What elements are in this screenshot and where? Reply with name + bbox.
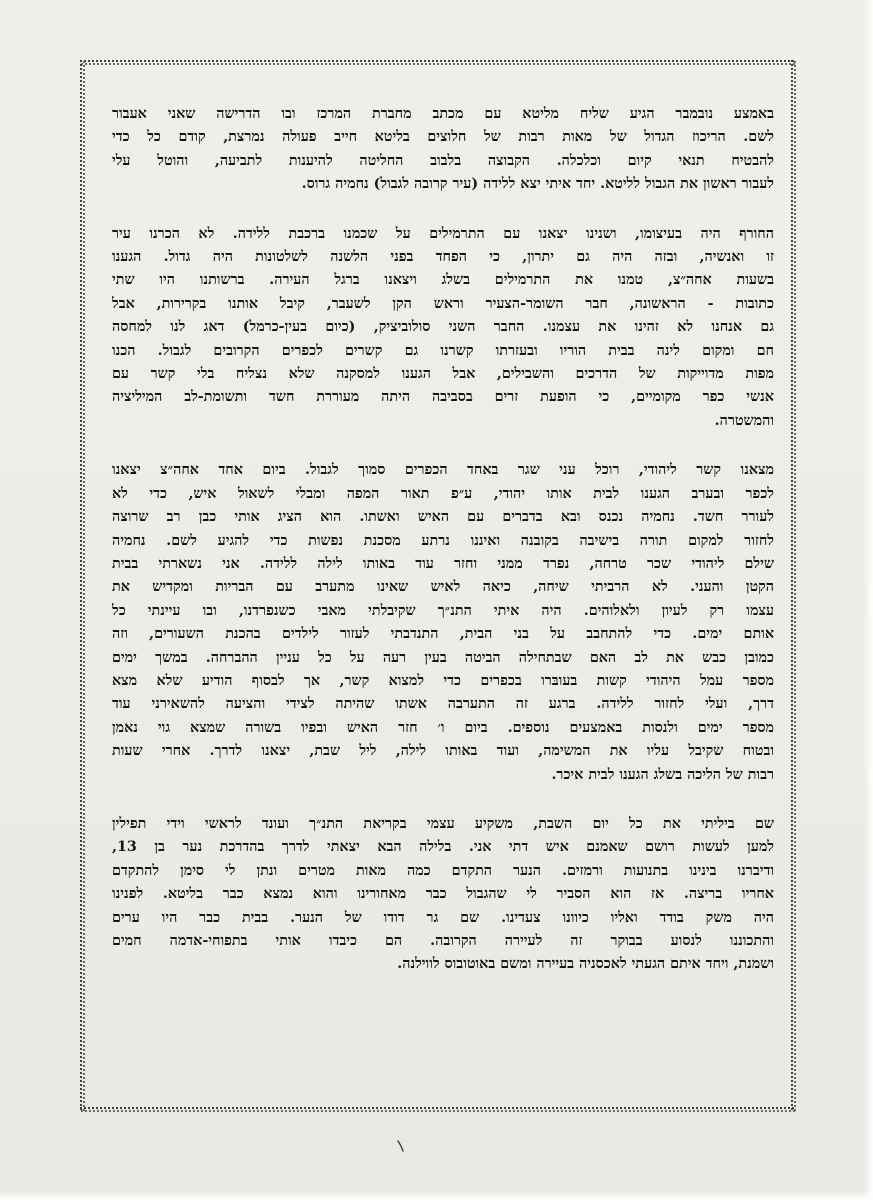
text-line: והתכוננו לנסוע בבוקר זה לעיירה הקרובה. הם כיבדו אותי בתפוחי-אדמה חמים xyxy=(112,933,774,949)
page-edge-bottom xyxy=(0,1190,873,1200)
text-line: ושמנת, ויחד איתם הגעתי לאכסניה בעיירה ומשם באוטובוס לווילנה. xyxy=(397,956,774,973)
document-body xyxy=(112,103,774,1003)
text-line: מספר עמל היהודי קשות בעובּרו בכפרים כדי למצוא קשר, אך לבסוף הודיע שלא מצא xyxy=(112,672,774,689)
decorative-border-right xyxy=(791,60,796,1112)
text-line: החורף היה בעיצומו, ושנינו יצאנו עם התרמילים על שכמנו ברכבת ללידה. לא הכרנו עיר xyxy=(112,225,774,242)
text-line: לכפר ובערב הגענו לבית אותו יהודי, ע״פ תאור המפה ומבלי לשאול איש, כדי לא xyxy=(112,485,774,502)
text-line: להבטיח תנאי קיום וכלכלה. הקבוצה בלבוב החליטה להיענות לתביעה, והוטל עלי xyxy=(112,152,774,169)
text-line: שילם ליהודי שכר טרחה, נפרד ממני וחזר עוד באותו לילה ללידה. אני נשארתי בבית xyxy=(112,555,774,572)
paragraph-2 xyxy=(112,223,774,434)
text-line: היה משק בודד ואליו כיוונו צעדינו. שם גר דודו של הנער. בבית כבר היו ערים xyxy=(112,909,774,926)
text-line: כמובן כבש את לב האם שבתחילה הביטה בעין רעה על כל עניין ההברחה. במשך ימים xyxy=(112,649,774,666)
text-line: באמצע נובמבר הגיע שליח מליטא עם מכתב מחברת המרכז ובו הדרישה שאני אעבור xyxy=(112,106,774,122)
text-line: דרך, ועלי לחזור ללידה. ברגע זה התערבה אשתו שהיתה לצידי והציעה להשאירני עוד xyxy=(112,696,774,713)
decorative-border-top xyxy=(80,60,796,65)
text-line: עצמו רק לעיון ולאלוהים. היה איתי התנ״ך שקיבלתי מאבי כשנפרדנו, ובו עיינתי כל xyxy=(112,602,774,619)
text-line: ובטוח שקיבל עליו את המשימה, ועוד באותו לילה, ליל שבת, יצאנו לדרך. אחרי שעות xyxy=(112,743,774,760)
paragraph-4 xyxy=(112,813,774,977)
text-line: אותם ימים. כדי להתחבב על בני הבית, התנדבתי לעזור לילדים בהכנת השעורים, וזה xyxy=(112,626,774,643)
text-line: לעורר חשד. נחמיה נכנס ובא בדברים עם האיש ואשתו. הוא הציג אותי כבן רב שרוצה xyxy=(112,509,774,526)
decorative-border-bottom xyxy=(80,1107,796,1112)
text-line: מפות מדוייקות של הדרכים והשבילים, אבל הגענו למסקנה שלא נצליח בלי קשר עם xyxy=(112,366,774,383)
text-line: גם אנחנו לא זהינו את עצמנו. החבר השני סולוביציק, (כיום בעין-כרמל) דאג לנו למחסה xyxy=(112,319,774,336)
page-edge-right xyxy=(863,0,873,1200)
text-line: בשעות אחה״צ, טמנו את התרמילים בשלג ויצאנו ברגל העירה. ברשותנו היו שתי xyxy=(112,272,774,289)
text-line: ודיברנו בינינו בתנועות ורמזים. הנער התקדם כמה מאות מטרים ונתן לי סימן להתקדם xyxy=(112,862,774,879)
text-line: רבות של הליכה בשלג הגענו לבית איכר. xyxy=(551,766,774,783)
text-line: מספר ימים ולנסות באמצעים נוספים. ביום ו׳ חזר האיש ובפיו בשורה שמצא גוי נאמן xyxy=(112,719,774,736)
text-line: מצאנו קשר ליהודי, רוכל עני שגר באחד הכפרים סמוך לגבול. ביום אחד אחה״צ יצאנו xyxy=(112,462,774,479)
pen-mark xyxy=(396,1140,406,1152)
text-line: והמשטרה. xyxy=(714,412,774,429)
text-line: חם ומקום לינה בבית הוריו ובעזרתו קשרנו גם קשרים לכפרים הקרובים לגבול. הכנו xyxy=(112,342,774,359)
text-line: כתובות - הראשונה, חבר השומר-הצעיר וראש הקן לשעבר, קיבל אותנו בקרירות, אבל xyxy=(112,295,774,312)
text-line: אחריו בריצה. אז הוא הסביר לי שהגבול כבר מאחורינו והוא נמצא כבר בליטא. לפנינו xyxy=(112,886,774,903)
text-line: הקטן והעני. לא הרביתי שיחה, כיאה לאיש שאינו מתערב עם הבריות ומקדיש את xyxy=(112,579,774,596)
paragraph-1 xyxy=(112,103,774,197)
text-line: שם ביליתי את כל יום השבת, משקיע עצמי בקריאת התנ״ך ועונד לראשי וידי תפילין xyxy=(112,815,774,832)
decorative-border-left xyxy=(80,60,85,1112)
text-line: אנשי כפר מקומיים, כי הופעת זרים בסביבה היתה מעוררת חשד ותשומת-לב המיליציה xyxy=(112,389,774,406)
text-line: לחזור למקום תורה בישיבה בקובנה ואיננו נרתע מסכנת נפשות כדי להגיע לשם. נחמיה xyxy=(112,532,774,549)
text-line: לעבור ראשון את הגבול לליטא. יחד איתי יצא ללידה (עיר קרובה לגבול) נחמיה גרוס. xyxy=(301,176,774,193)
paragraph-3 xyxy=(112,459,774,787)
text-line: זו ואנשיה, ובזה היה גם יתרון, כי הפחד בפני הלשנה לשלטונות היה גדול. הגענו xyxy=(112,249,774,266)
text-line: לשם. הריכוז הגדול של מאות רבות של חלוצים בליטא חייב פעולה נמרצת, קודם כל כדי xyxy=(112,129,774,146)
text-line: למען לעשות רושם שאמנם איש דתי אני. בלילה הבא יצאתי לדרך בהדרכת נער בן 13, xyxy=(112,839,774,856)
